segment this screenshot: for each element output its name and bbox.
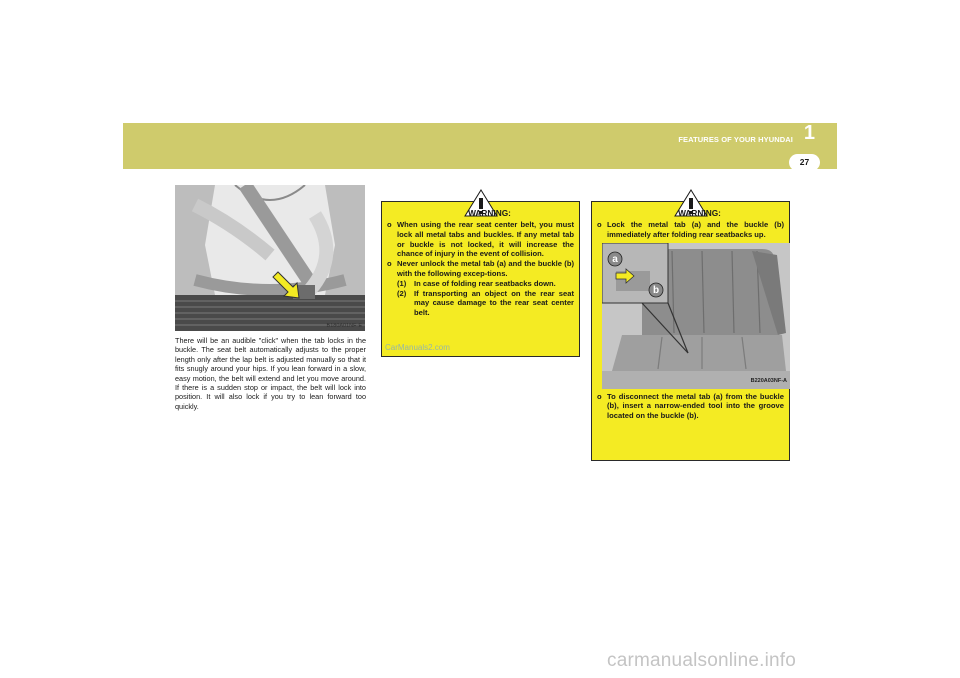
warning-box-right	[591, 201, 790, 461]
label-b: b	[652, 284, 660, 296]
rear-seat-illustration	[602, 243, 790, 389]
section-title: FEATURES OF YOUR HYUNDAI	[678, 135, 793, 144]
seatbelt-illustration	[175, 185, 365, 331]
header-band	[123, 123, 837, 169]
bullet-mark: o	[387, 259, 392, 269]
rear-seat-photo	[602, 243, 790, 389]
overlay-watermark: CarManuals2.com	[385, 343, 450, 352]
subitem-text: If transporting an object on the rear seat may cause damage to the rear seat center belt.	[414, 288, 574, 318]
warning-title: WARNING:	[468, 208, 511, 218]
image-code: B220A03NF-A	[750, 377, 787, 384]
warning-title: WARNING:	[678, 208, 721, 218]
warning-box-middle	[381, 201, 580, 357]
page-number: 27	[789, 154, 820, 171]
left-column	[175, 185, 366, 419]
warning-item-text: Lock the metal tab (a) and the buckle (b) immediately after folding rear seatbacks up.	[607, 220, 784, 239]
warning-item-text: Never unlock the metal tab (a) and the buckle (b) with the following excep-tions.	[397, 259, 574, 278]
warning-item	[387, 259, 574, 279]
bullet-mark: o	[597, 220, 602, 229]
warning-item	[597, 220, 784, 240]
warning-content	[387, 220, 574, 318]
bullet-mark: o	[597, 391, 602, 401]
warning-item-text: When using the rear seat center belt, you must lock all metal tabs and buckles. If any metal tab or buckle is not locked, it will increase the chance of injury in the event of collision.	[397, 220, 574, 259]
warning-subitem	[397, 289, 574, 318]
label-a: a	[612, 253, 618, 265]
warning-content	[597, 220, 787, 421]
subitem-text: In case of folding rear seatbacks down.	[414, 278, 556, 288]
image-code: B180A01NF-E	[326, 323, 362, 329]
seatbelt-photo	[175, 185, 365, 331]
warning-item	[387, 220, 574, 259]
warning-item-text: To disconnect the metal tab (a) from the buckle (b), insert a narrow-ended tool into the groove located on the buckle (b).	[607, 391, 784, 421]
footer-watermark: carmanualsonline.info	[607, 650, 797, 671]
warning-item	[597, 392, 784, 421]
bullet-mark: o	[387, 220, 392, 229]
body-paragraph: There will be an audible "click" when the tab locks in the buckle. The seat belt automatically adjusts to the proper length only after the lap belt is adjusted manually so that it fits snugly around your hips. If you lean forward in a slow, easy motion, the belt will extend and let you move around. If there is a sudden stop or impact, the belt will lock into position. It will also lock if you try to lean forward too quickly.	[175, 336, 366, 411]
subitem-mark: (1)	[397, 278, 407, 288]
chapter-number: 1	[803, 122, 815, 144]
warning-subitem	[397, 279, 574, 289]
subitem-mark: (2)	[397, 288, 407, 298]
